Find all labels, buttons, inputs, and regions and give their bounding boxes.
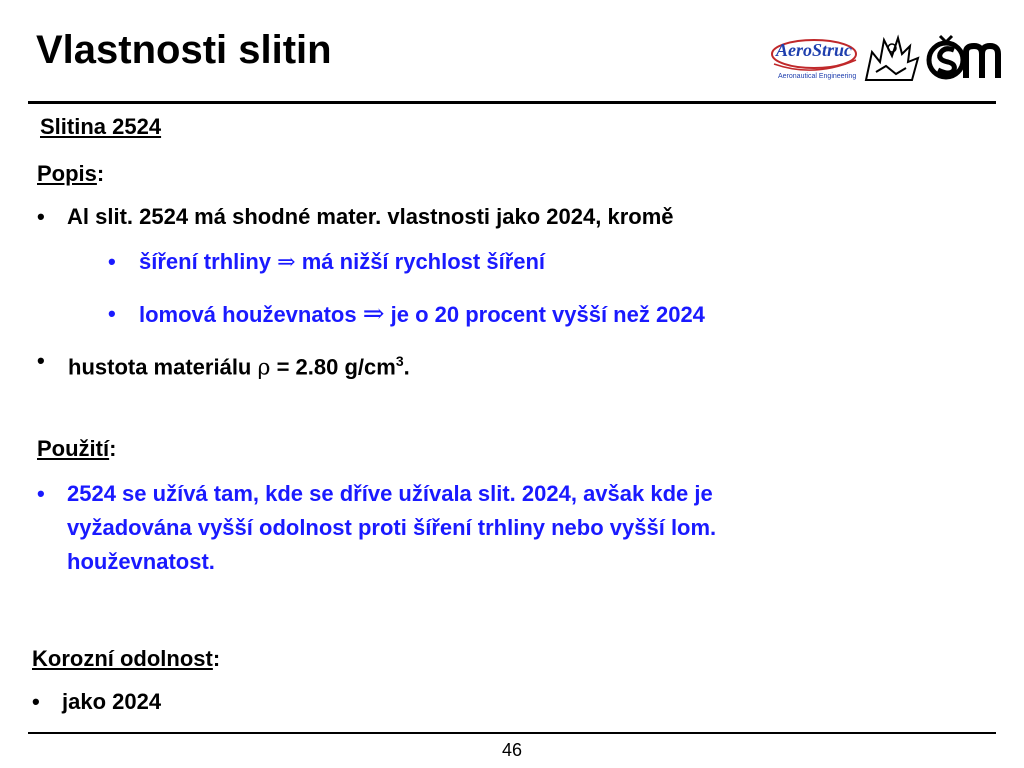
aerostruc-logo: [768, 30, 860, 86]
csm-logo-icon: [924, 32, 1004, 84]
popis-sub-bullet-1: šíření trhliny ⇒ má nižší rychlost šíření: [139, 249, 546, 275]
popis-sub-bullet-2: lomová houževnatos ⇒ je o 20 procent vyšší než 2024: [139, 299, 705, 329]
bullet-icon: •: [37, 481, 45, 506]
top-divider: [28, 101, 996, 104]
korozni-heading: Korozní odolnost:: [32, 646, 221, 671]
korozni-bullet: jako 2024: [62, 689, 162, 714]
rho-symbol-icon: ρ: [257, 355, 271, 381]
popis-bullet-1: Al slit. 2524 má shodné mater. vlastnosti jako 2024, kromě: [67, 204, 674, 229]
pouziti-line-2: vyžadována vyšší odolnost proti šíření trhliny nebo vyšší lom.: [67, 515, 717, 540]
section-subtitle: Slitina 2524: [40, 114, 162, 139]
implies-arrow-icon: ⇒: [362, 299, 385, 329]
aerostruc-name: AeroStruc: [776, 40, 853, 60]
pouziti-heading: Použití:: [37, 436, 117, 461]
bottom-divider: [28, 732, 996, 734]
popis-bullet-2: hustota materiálu ρ = 2.80 $g/cm^3$.: [68, 353, 410, 381]
implies-arrow-icon: ⇒: [277, 250, 296, 275]
pouziti-line-3: houževnatost.: [67, 549, 215, 574]
slide-title: Vlastnosti slitin: [36, 28, 332, 72]
bullet-icon: •: [37, 204, 45, 229]
popis-heading: Popis:: [37, 161, 105, 186]
ctu-lion-crest-icon: [862, 32, 922, 84]
logo-area: [768, 30, 1003, 86]
aerostruc-subtitle: Aeronautical Engineering: [778, 73, 857, 80]
bullet-icon: •: [108, 301, 116, 326]
bullet-icon: •: [32, 689, 40, 714]
pouziti-line-1: 2524 se užívá tam, kde se dříve užívala slit. 2024, avšak kde je: [67, 481, 713, 506]
page-number: 46: [501, 740, 523, 760]
bullet-icon: •: [37, 348, 45, 373]
bullet-icon: •: [108, 249, 116, 274]
